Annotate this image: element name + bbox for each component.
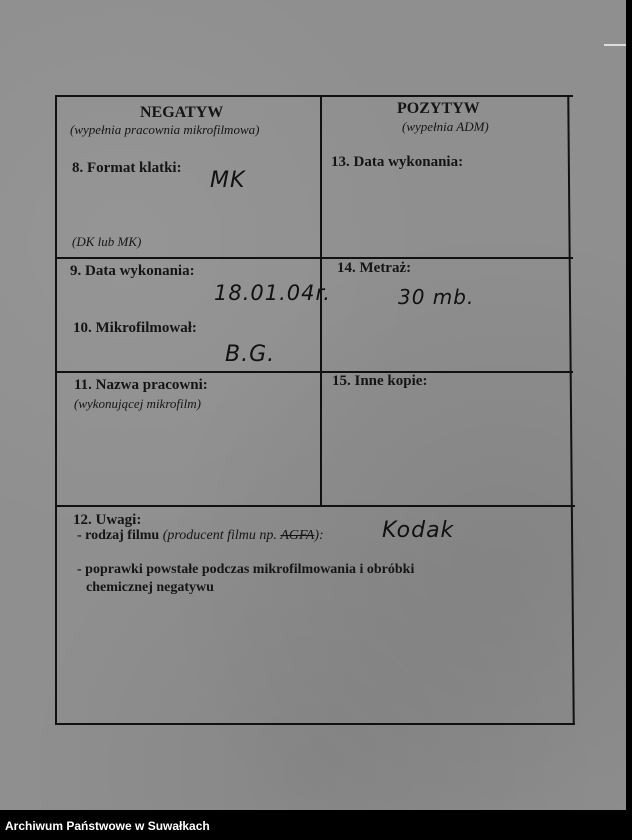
negatyw-title: NEGATYW [140, 104, 224, 121]
lab-name-label: 11. Nazwa pracowni: [74, 377, 208, 393]
table-border-bottom [55, 723, 575, 725]
format-label: 8. Format klatki: [72, 160, 182, 176]
length-label: 14. Metraż: [337, 260, 412, 276]
table-border-right [567, 95, 574, 725]
film-type-prefix: - rodzaj filmu [77, 528, 160, 543]
filmed-by-handwritten-value: B.G. [225, 342, 276, 367]
corrections-line-1: - poprawki powstałe podczas mikrofilmowania i obróbki [77, 562, 415, 577]
pozytyw-title: POZYTYW [397, 100, 480, 117]
corrections-line-2: chemicznej negatywu [86, 580, 214, 595]
filmed-by-label: 10. Mikrofilmował: [73, 320, 197, 336]
format-handwritten-value: MK [210, 168, 246, 193]
negative-date-label: 9. Data wykonania: [70, 263, 195, 279]
film-type-line [77, 528, 324, 544]
table-border-top [55, 95, 573, 97]
caption-bar [0, 810, 632, 840]
film-type-hint-start: (producent filmu np. [162, 528, 277, 543]
format-hint: (DK lub MK) [72, 234, 142, 249]
negatyw-subtitle: (wypełnia pracownia mikrofilmowa) [70, 122, 260, 137]
other-copies-label: 15. Inne kopie: [332, 373, 428, 389]
table-border-left [55, 95, 57, 725]
remarks-label: 12. Uwagi: [73, 512, 142, 528]
length-handwritten-value: 30 mb. [398, 285, 475, 309]
positive-date-label: 13. Data wykonania: [331, 154, 464, 170]
corner-mark [604, 44, 628, 46]
row-divider-1 [55, 257, 573, 259]
row-divider-2 [55, 371, 573, 373]
film-type-hint-struck: AGFA [280, 528, 315, 543]
lab-name-hint: (wykonującej mikrofilm) [74, 396, 201, 411]
negative-date-handwritten-value: 18.01.04r. [214, 281, 331, 305]
pozytyw-subtitle: (wypełnia ADM) [402, 119, 489, 134]
film-type-hint-end: ): [314, 528, 324, 543]
row-divider-3 [55, 505, 575, 507]
scan-edge-strip [626, 0, 632, 810]
film-type-handwritten-value: Kodak [382, 518, 455, 543]
archive-caption: Archiwum Państwowe w Suwałkach [5, 819, 210, 833]
